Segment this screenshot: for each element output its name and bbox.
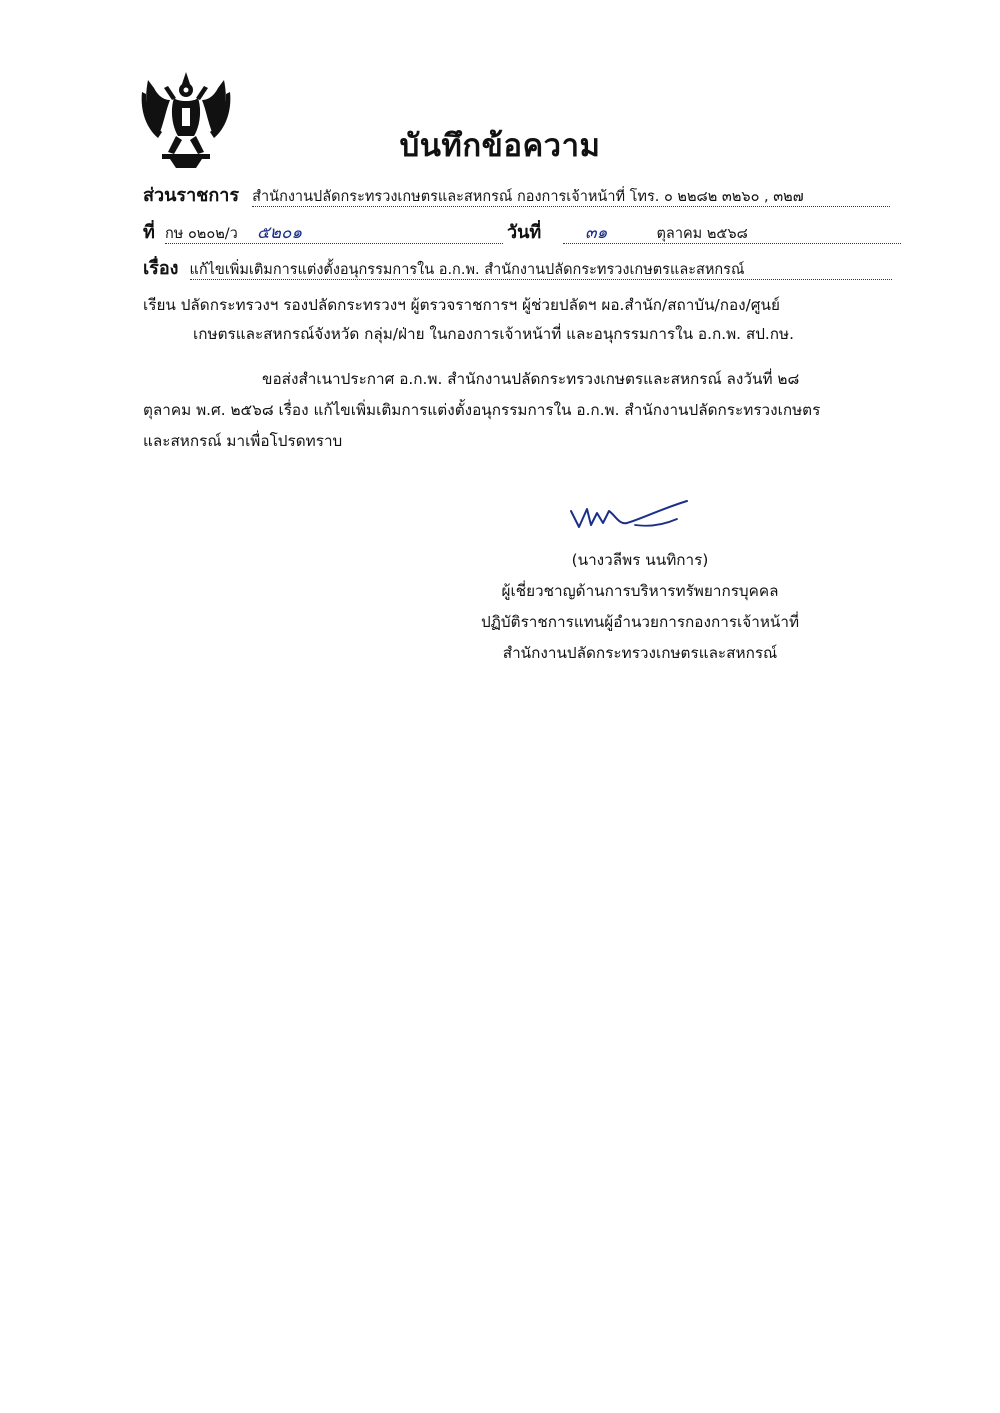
date-month-year: ตุลาคม ๒๕๖๘ bbox=[656, 226, 748, 242]
subject-row bbox=[143, 256, 901, 282]
date-day-handwritten: ๓๑ bbox=[585, 223, 608, 243]
agency-row bbox=[143, 183, 901, 209]
date-label: วันที่ bbox=[507, 222, 542, 243]
signatory-name: (นางวลีพร นนทิการ) bbox=[571, 551, 709, 569]
reference-row bbox=[143, 220, 901, 246]
signatory-position-2: ปฏิบัติราชการแทนผู้อำนวยการกองการเจ้าหน้าที่ bbox=[480, 613, 800, 631]
signatory-position-1: ผู้เชี่ยวชาญด้านการบริหารทรัพยากรบุคคล bbox=[501, 582, 779, 600]
agency-label: ส่วนราชการ bbox=[143, 185, 240, 206]
paragraph-line-2: ตุลาคม พ.ศ. ๒๕๖๘ เรื่อง แก้ไขเพิ่มเติมการแต่งตั้งอนุกรรมการใน อ.ก.พ. สำนักงานปลัดกระทรวงเกษตร bbox=[143, 401, 821, 419]
signature-image bbox=[565, 495, 695, 535]
agency-value: สำนักงานปลัดกระทรวงเกษตรและสหกรณ์ กองการเจ้าหน้าที่ โทร. ๐ ๒๒๘๒ ๓๒๖๐ , ๓๒๗ bbox=[252, 189, 804, 205]
salutation-line-1: เรียน ปลัดกระทรวงฯ รองปลัดกระทรวงฯ ผู้ตรวจราชการฯ ผู้ช่วยปลัดฯ ผอ.สำนัก/สถาบัน/กอง/ศูนย์ bbox=[143, 296, 780, 314]
signatory-position-3: สำนักงานปลัดกระทรวงเกษตรและสหกรณ์ bbox=[502, 644, 778, 662]
subject-value: แก้ไขเพิ่มเติมการแต่งตั้งอนุกรรมการใน อ.ก.พ. สำนักงานปลัดกระทรวงเกษตรและสหกรณ์ bbox=[189, 262, 745, 278]
subject-label: เรื่อง bbox=[143, 258, 179, 279]
paragraph-line-1: ขอส่งสำเนาประกาศ อ.ก.พ. สำนักงานปลัดกระทรวงเกษตรและสหกรณ์ ลงวันที่ ๒๘ bbox=[262, 370, 800, 388]
reference-label: ที่ bbox=[143, 222, 155, 243]
page-title: บันทึกข้อความ bbox=[399, 128, 601, 164]
reference-value: กษ ๐๒๐๒/ว bbox=[165, 226, 238, 242]
paragraph-line-3: และสหกรณ์ มาเพื่อโปรดทราบ bbox=[143, 432, 343, 450]
salutation-line-2: เกษตรและสหกรณ์จังหวัด กลุ่ม/ฝ่าย ในกองการเจ้าหน้าที่ และอนุกรรมการใน อ.ก.พ. สป.กษ. bbox=[193, 325, 795, 343]
reference-number-handwritten: ๕๒๐๑ bbox=[256, 223, 303, 243]
